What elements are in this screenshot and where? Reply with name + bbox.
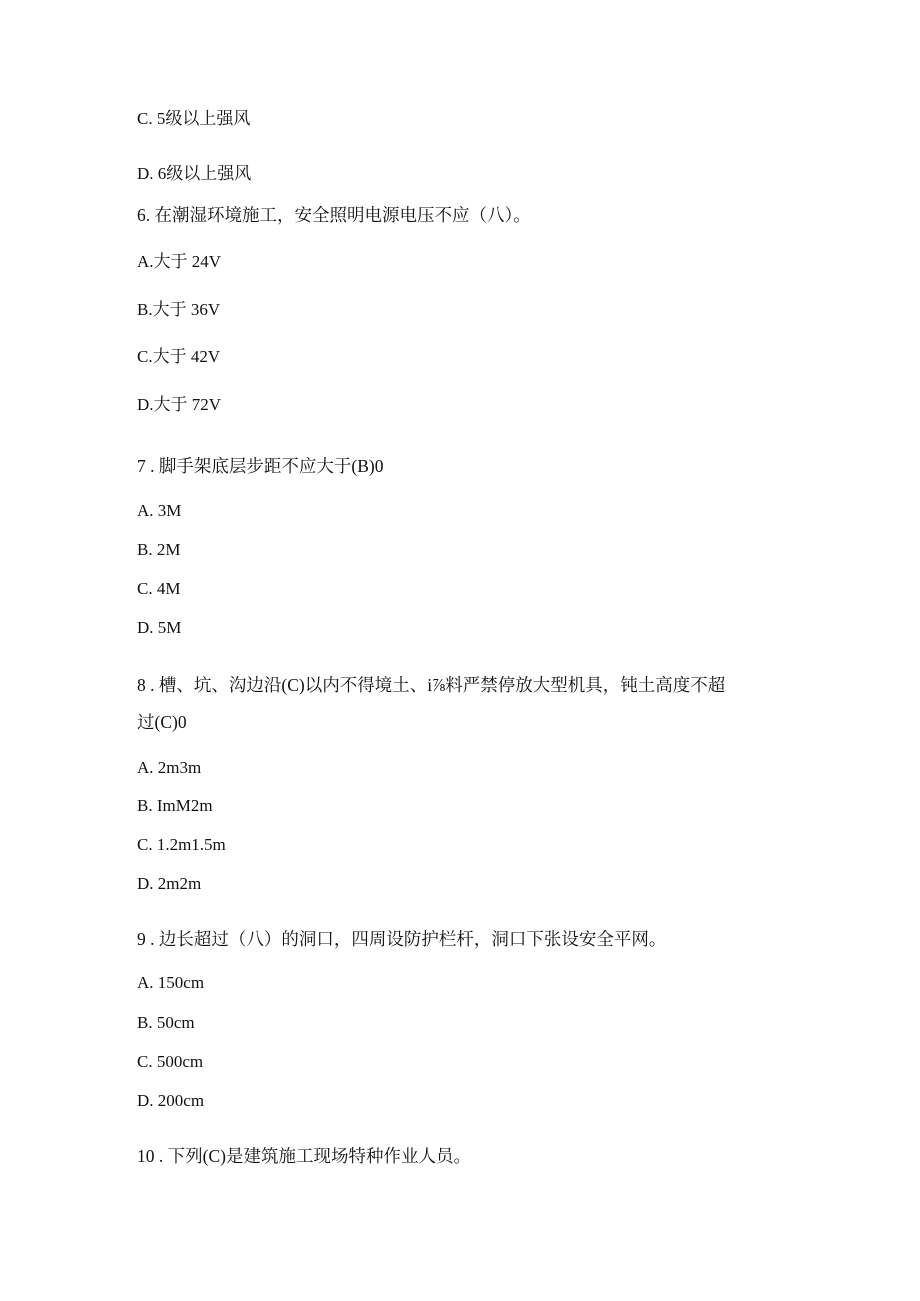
q9-question: 9 . 边长超过（八）的洞口，四周设防护栏杆，洞口下张设安全平网。	[137, 929, 667, 949]
q7-option-c: C. 4M	[137, 579, 181, 598]
q8-option-b: B. ImM2m	[137, 796, 213, 815]
q7-option-a: A. 3M	[137, 501, 182, 520]
q8-option-c: C. 1.2m1.5m	[137, 835, 226, 854]
q5-option-d: D. 6级以上强风	[137, 164, 252, 183]
q9-option-c: C. 500cm	[137, 1052, 204, 1071]
q6-option-b: B.大于 36V	[137, 300, 221, 319]
q7-option-b: B. 2M	[137, 540, 181, 559]
q8-option-a: A. 2m3m	[137, 758, 202, 777]
q7-option-d: D. 5M	[137, 618, 182, 637]
q5-option-c: C. 5级以上强风	[137, 109, 251, 128]
q6-option-a: A.大于 24V	[137, 252, 222, 271]
q6-option-d: D.大于 72V	[137, 395, 222, 414]
q9-option-d: D. 200cm	[137, 1091, 205, 1110]
q8-question-line-1: 8 . 槽、坑、沟边沿(C)以内不得境土、i⅞料严禁停放大型机具，钝土高度不超	[137, 675, 726, 695]
q7-question: 7 . 脚手架底层步距不应大于(B)0	[137, 456, 384, 476]
q8-option-d: D. 2m2m	[137, 874, 202, 893]
q9-option-b: B. 50cm	[137, 1013, 195, 1032]
q10-question: 10 . 下列(C)是建筑施工现场特种作业人员。	[137, 1146, 471, 1166]
q6-option-c: C.大于 42V	[137, 347, 221, 366]
q9-option-a: A. 150cm	[137, 973, 205, 992]
q8-question-line-2: 过(C)0	[137, 712, 187, 732]
q6-question: 6. 在潮湿环境施工，安全照明电源电压不应（八）。	[137, 205, 531, 225]
